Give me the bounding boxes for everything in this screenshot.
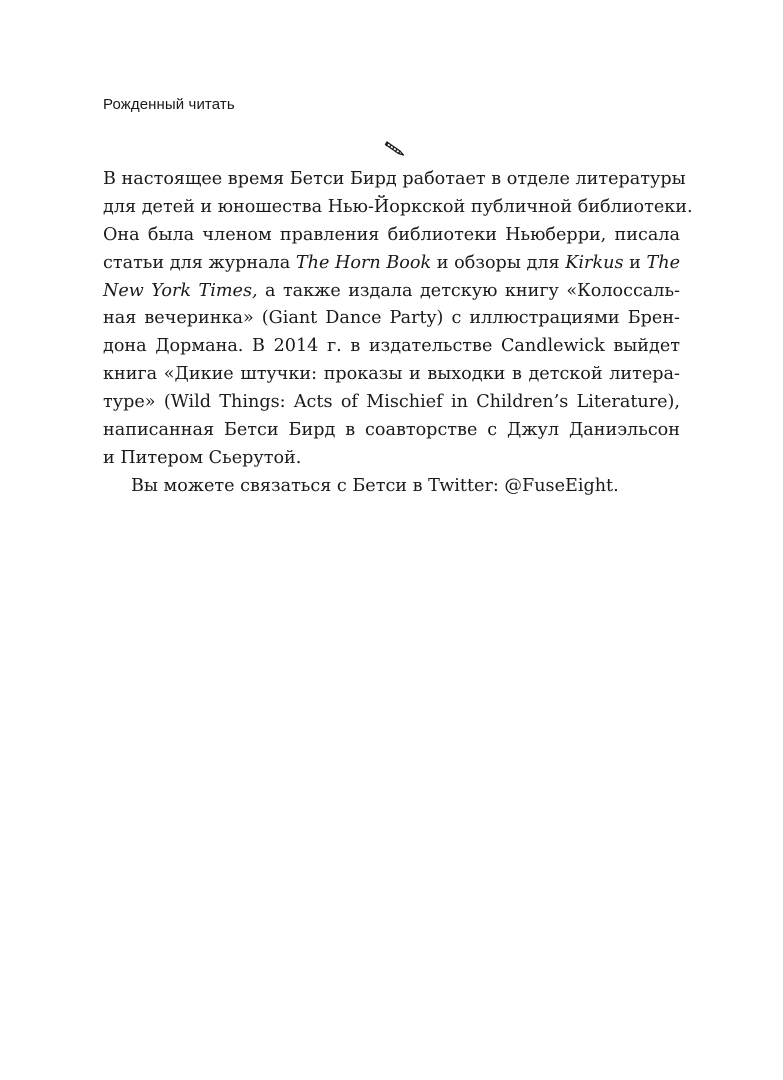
- journal-title: The Horn Book: [295, 252, 432, 273]
- journal-title: Kirkus: [565, 252, 624, 273]
- text-run: а также издала детскую книгу «Колоссаль-: [257, 280, 680, 301]
- newspaper-title: New York Times,: [103, 280, 258, 301]
- text-run: статьи для журнала: [103, 252, 296, 273]
- text-line: книга «Дикие штучки: проказы и выходки в детской литера-: [103, 364, 680, 385]
- text-line: написанная Бетси Бирд в соавторстве с Джул Даниэльсон: [103, 420, 680, 441]
- text-line: дона Дормана. В 2014 г. в издательстве Candlewick выйдет: [103, 336, 680, 357]
- newspaper-title: The: [646, 252, 680, 273]
- text-line: [103, 250, 680, 278]
- text-line: Вы можете связаться с Бетси в Twitter: @FuseEight.: [131, 475, 619, 496]
- text-line: для детей и юношества Нью-Йоркской публичной библиотеки.: [103, 196, 693, 217]
- text-run: и обзоры для: [431, 252, 566, 273]
- text-line: ная вечеринка» (Giant Dance Party) с иллюстрациями Брен-: [103, 308, 680, 329]
- text-line: [103, 278, 680, 306]
- text-line: Она была членом правления библиотеки Ньюберри, писала: [103, 224, 680, 245]
- text-line: и Питером Сьерутой.: [103, 447, 302, 468]
- text-run: и: [623, 252, 647, 273]
- text-line: В настоящее время Бетси Бирд работает в отделе литературы: [103, 169, 686, 189]
- running-head: Рожденный читать: [103, 96, 235, 113]
- pencil-icon: [383, 138, 407, 158]
- body-text: [103, 166, 693, 501]
- text-line: туре» (Wild Things: Acts of Mischief in Children’s Literature),: [103, 392, 680, 413]
